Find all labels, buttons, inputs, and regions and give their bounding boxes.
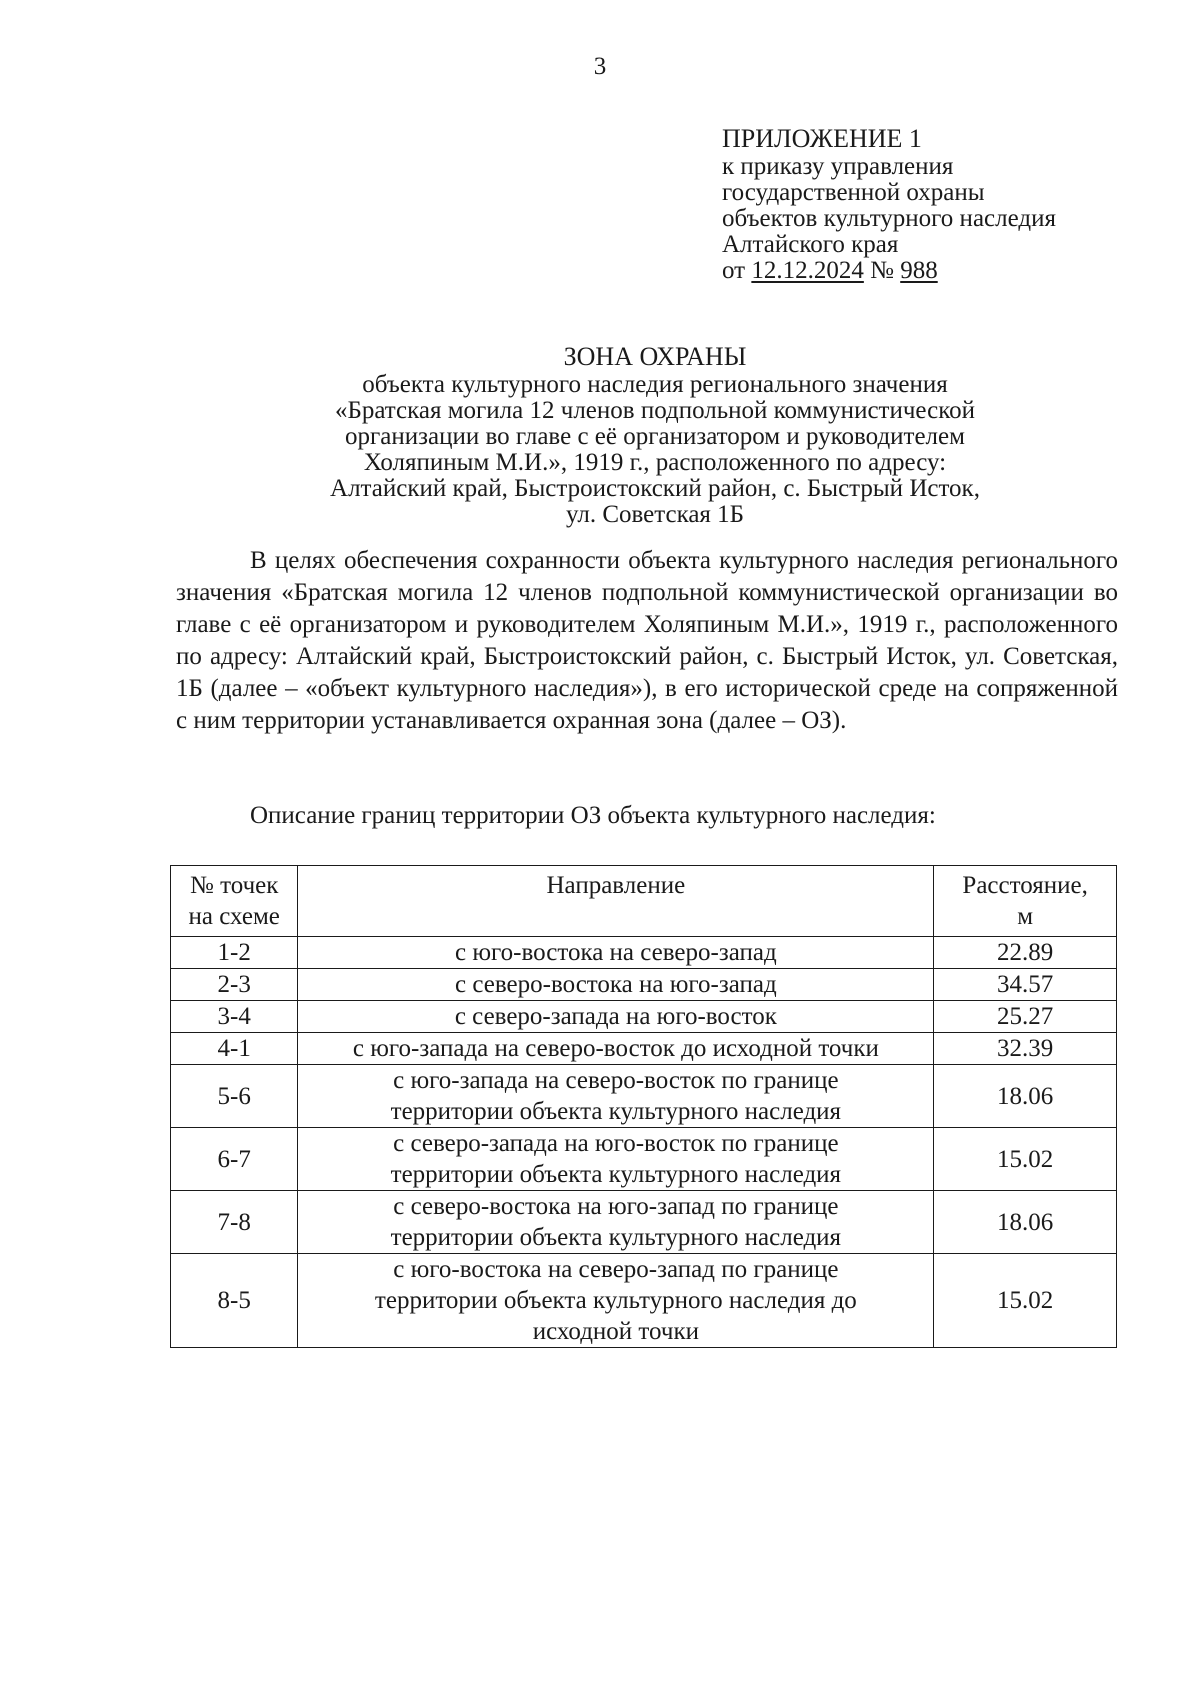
direction-line: с юго-востока на северо-запад по границе <box>393 1256 839 1283</box>
cell-distance: 32.39 <box>934 1033 1117 1065</box>
subtitle-line: объекта культурного наследия регионального значения <box>362 371 948 398</box>
table-row <box>171 1001 1117 1033</box>
direction-line: с юго-запада на северо-восток до исходной точки <box>352 1035 879 1062</box>
table-row <box>171 937 1117 969</box>
table-row <box>171 1065 1117 1128</box>
direction-line: с северо-запада на юго-восток по границе <box>393 1130 839 1157</box>
cell-distance: 18.06 <box>934 1191 1117 1254</box>
header-distance <box>934 866 1117 937</box>
table-header-row <box>171 866 1117 937</box>
direction-line: с северо-востока на юго-запад по границе <box>393 1193 839 1220</box>
cell-distance: 34.57 <box>934 969 1117 1001</box>
cell-distance: 18.06 <box>934 1065 1117 1128</box>
cell-points: 6-7 <box>171 1128 298 1191</box>
cell-direction <box>298 1191 934 1254</box>
order-date: 12.12.2024 <box>751 257 864 284</box>
cell-points: 4-1 <box>171 1033 298 1065</box>
direction-line: с юго-запада на северо-восток по границе <box>393 1067 839 1094</box>
table-row <box>171 969 1117 1001</box>
appendix-block <box>722 124 1142 284</box>
boundary-table <box>170 865 1117 1348</box>
subtitle-line: Холяпиным М.И.», 1919 г., расположенного по адресу: <box>363 449 947 476</box>
cell-distance: 15.02 <box>934 1128 1117 1191</box>
cell-points: 8-5 <box>171 1254 298 1348</box>
cell-distance: 22.89 <box>934 937 1117 969</box>
appendix-date-line <box>722 258 1142 284</box>
table-caption: Описание границ территории ОЗ объекта культурного наследия: <box>250 802 936 829</box>
header-direction: Направление <box>298 866 934 937</box>
subtitle-line: организации во главе с её организатором и руководителем <box>345 423 965 450</box>
direction-line: территории объекта культурного наследия <box>390 1161 842 1188</box>
header-distance-line: Расстояние, <box>962 872 1088 899</box>
direction-line: с северо-запада на юго-восток <box>454 1003 777 1030</box>
table-row <box>171 1254 1117 1348</box>
direction-line: с юго-востока на северо-запад <box>455 939 777 966</box>
cell-distance: 25.27 <box>934 1001 1117 1033</box>
appendix-line: Алтайского края <box>722 231 899 258</box>
appendix-line: к приказу управления <box>722 153 954 180</box>
cell-points: 1-2 <box>171 937 298 969</box>
cell-direction <box>298 1033 934 1065</box>
cell-points: 5-6 <box>171 1065 298 1128</box>
cell-distance: 15.02 <box>934 1254 1117 1348</box>
direction-line: территории объекта культурного наследия <box>390 1224 842 1251</box>
cell-direction <box>298 1254 934 1348</box>
cell-points: 3-4 <box>171 1001 298 1033</box>
document-heading: ЗОНА ОХРАНЫ <box>563 342 747 371</box>
cell-direction <box>298 1001 934 1033</box>
date-prefix: от <box>722 257 752 284</box>
direction-line: исходной точки <box>532 1318 699 1345</box>
cell-direction <box>298 937 934 969</box>
cell-points: 7-8 <box>171 1191 298 1254</box>
cell-points: 2-3 <box>171 969 298 1001</box>
header-distance-line: м <box>1017 903 1034 930</box>
appendix-title: ПРИЛОЖЕНИЕ 1 <box>722 124 922 153</box>
subtitle-line: Алтайский край, Быстроистокский район, с. Быстрый Исток, <box>330 475 980 502</box>
appendix-line: государственной охраны <box>722 179 985 206</box>
direction-line: территории объекта культурного наследия до <box>374 1287 857 1314</box>
table-row <box>171 1128 1117 1191</box>
subtitle-line: «Братская могила 12 членов подпольной коммунистической <box>334 397 975 424</box>
table-row <box>171 1191 1117 1254</box>
cell-direction <box>298 1065 934 1128</box>
order-number: 988 <box>900 257 938 284</box>
header-points-line: № точек <box>190 872 279 899</box>
direction-line: территории объекта культурного наследия <box>390 1098 842 1125</box>
appendix-line: объектов культурного наследия <box>722 205 1056 232</box>
body-paragraph: В целях обеспечения сохранности объекта культурного наследия регионального значения «Братская могила 12 членов подпольной коммунистической организации во главе с её организатором и руководителем Холяпиным М.И.», 1919 г., расположенного по адресу: Алтайский край, Быстроистокский район, с. Быстрый Исток, ул. Советская, 1Б (далее – «объект культурного наследия»), в его исторической среде на сопряженной с ним территории устанавливается охранная зона (далее – ОЗ). <box>176 547 1118 734</box>
subtitle-line: ул. Советская 1Б <box>565 501 745 528</box>
direction-line: с северо-востока на юго-запад <box>455 971 777 998</box>
cell-direction <box>298 969 934 1001</box>
number-prefix: № <box>863 257 901 284</box>
header-points-line: на схеме <box>188 903 280 930</box>
page-number: 3 <box>593 53 607 80</box>
table-row <box>171 1033 1117 1065</box>
cell-direction <box>298 1128 934 1191</box>
document-title-block <box>160 342 1150 528</box>
header-points <box>171 866 298 937</box>
